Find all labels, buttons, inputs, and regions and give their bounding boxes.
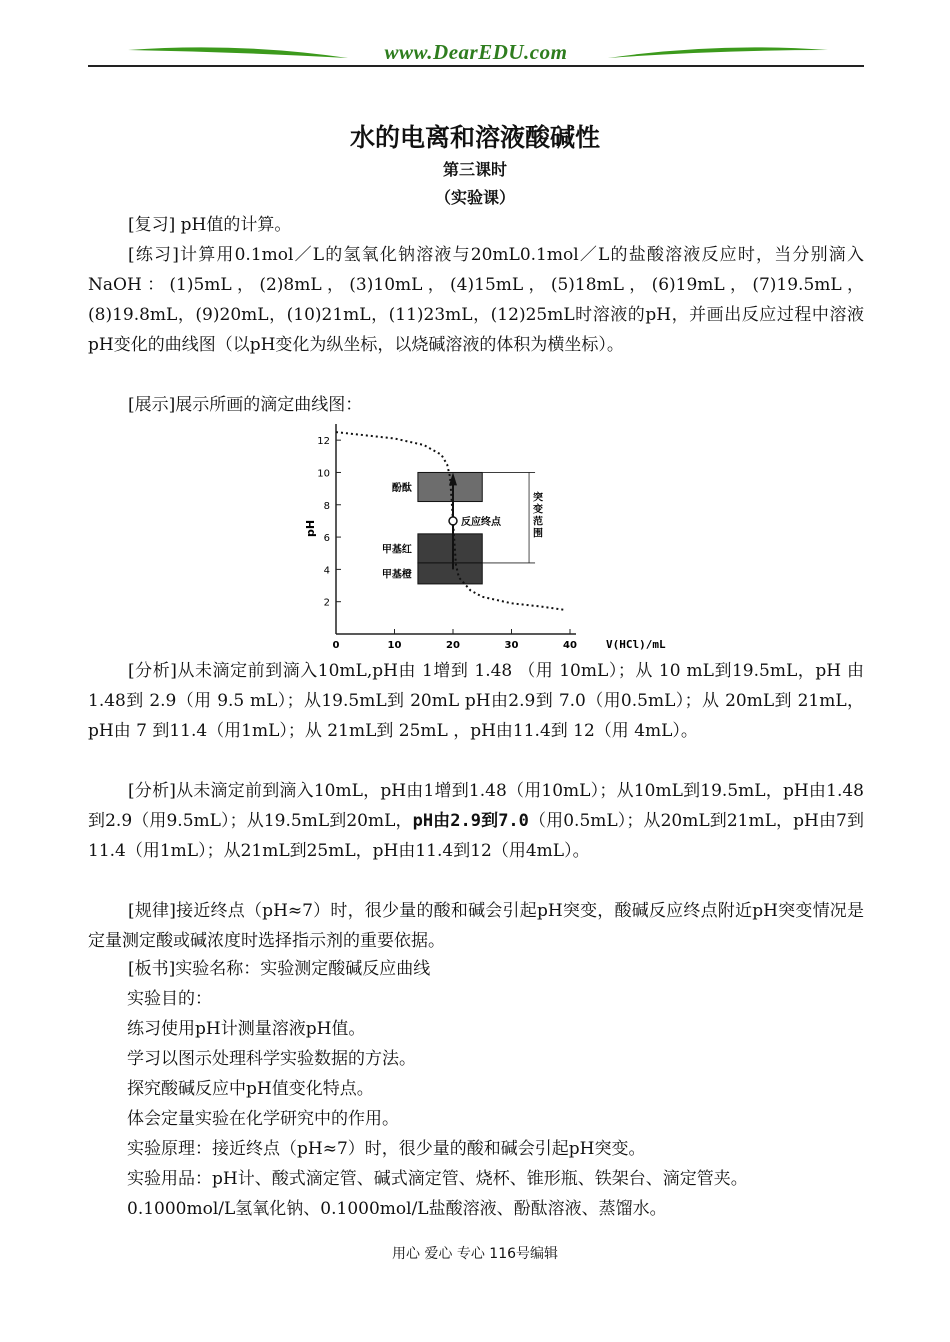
y-tick-label: 4 (323, 565, 330, 577)
jump-range-label-char: 围 (533, 528, 544, 540)
header (88, 38, 864, 70)
indicator-band (418, 534, 482, 563)
x-tick-label: 40 (563, 640, 577, 651)
line-purpose-1: 练习使用pH计测量溶液pH值。 (127, 1019, 366, 1039)
y-axis-label: pH (304, 519, 317, 537)
indicator-band (418, 563, 482, 584)
line-principle: 实验原理：接近终点（pH≈7）时，很少量的酸和碱会引起pH突变。 (127, 1139, 646, 1159)
header-rule (88, 65, 864, 67)
paragraph-rule: [规律]接近终点（pH≈7）时，很少量的酸和碱会引起pH突变，酸碱反应终点附近pH突变情况是定量测定酸或碱浓度时选择指示剂的重要依据。 (88, 901, 864, 951)
titration-curve-chart (300, 412, 700, 652)
jump-range-label-char: 突 (533, 492, 544, 504)
x-tick-label: 10 (387, 640, 402, 651)
x-tick-label: 0 (332, 640, 340, 651)
x-axis-label: V(HCl)/mL (606, 638, 666, 651)
endpoint-marker (449, 517, 457, 525)
paragraph-exercise: [练习]计算用0.1mol／L的氢氧化钠溶液与20mL0.1mol／L的盐酸溶液反应时，当分别滴入NaOH：(1)5mL，(2)8mL，(3)10mL，(4)15mL，(5)18mL，(6)19mL，(7)19.5mL，(8)19.8mL，(9)20mL，(10)21mL，(11)23mL，(12)25mL时溶液的pH，并画出反应过程中溶液pH变化的曲线图（以pH变化为纵坐标，以烧碱溶液的体积为横坐标）。 (88, 245, 864, 355)
x-tick-label: 30 (504, 640, 519, 651)
line-purpose-3: 探究酸碱反应中pH值变化特点。 (127, 1079, 374, 1099)
x-tick-label: 20 (446, 640, 460, 651)
page-footer: 用心 爱心 专心 116号编辑 (391, 1246, 559, 1262)
indicator-band (418, 472, 482, 501)
paragraph-analysis-2: [分析]从未滴定前到滴入10mL，pH由1增到1.48（用10mL）；从10mL到19.5mL，pH由1.48到2.9（用9.5mL）；从19.5mL到20mL，pH由2.9到7.0（用0.5mL）；从20mL到21mL，pH由7到11.4（用1mL）；从21mL到25mL，pH由11.4到12（用4mL）。 (88, 781, 864, 861)
indicator-band-label: 甲基橙 (381, 569, 412, 581)
paragraph-analysis-1: [分析]从未滴定前到滴入10mL,pH由 1增到 1.48 （用 10mL）；从 10 mL到19.5mL，pH 由1.48到 2.9（用 9.5 mL）；从19.5mL到 20mL pH由2.9到 7.0（用0.5mL）；从 20mL到 21mL，pH由 7 到11.4（用1mL）；从 21mL到 25mL ，pH由11.4到 12（用 4mL）。 (88, 661, 864, 741)
y-tick-label: 12 (317, 436, 330, 448)
page-subtitle-2: （实验课） (434, 188, 515, 207)
page-title: 水的电离和溶液酸碱性 (349, 123, 600, 152)
endpoint-label: 反应终点 (461, 516, 501, 528)
indicator-band-label: 甲基红 (381, 544, 412, 556)
line-purpose-4: 体会定量实验在化学研究中的作用。 (127, 1109, 399, 1129)
site-logo: www.DearEDU.com (384, 40, 568, 64)
line-purpose: 实验目的： (127, 989, 212, 1009)
paragraph-show: [展示]展示所画的滴定曲线图： (128, 395, 363, 415)
line-materials: 实验用品：pH计、酸式滴定管、碱式滴定管、烧杯、锥形瓶、铁架台、滴定管夹。 (127, 1169, 748, 1189)
y-tick-label: 10 (317, 468, 330, 480)
highlight-ph-jump: pH由2.9到7.0 (412, 811, 529, 831)
jump-range-label-char: 变 (533, 504, 544, 516)
jump-range-label-char: 范 (533, 516, 544, 528)
line-purpose-2: 学习以图示处理科学实验数据的方法。 (127, 1049, 416, 1069)
y-tick-label: 2 (323, 597, 330, 609)
paragraph-board: [板书]实验名称：实验测定酸碱反应曲线 (128, 959, 431, 979)
y-tick-label: 8 (323, 500, 330, 512)
page-subtitle: 第三课时 (442, 160, 507, 179)
y-tick-label: 6 (323, 533, 330, 545)
line-reagents: 0.1000mol/L氢氧化钠、0.1000mol/L盐酸溶液、酚酞溶液、蒸馏水。 (127, 1199, 667, 1219)
indicator-band-label: 酚酞 (391, 483, 412, 494)
paragraph-review: [复习] pH值的计算。 (128, 215, 292, 235)
